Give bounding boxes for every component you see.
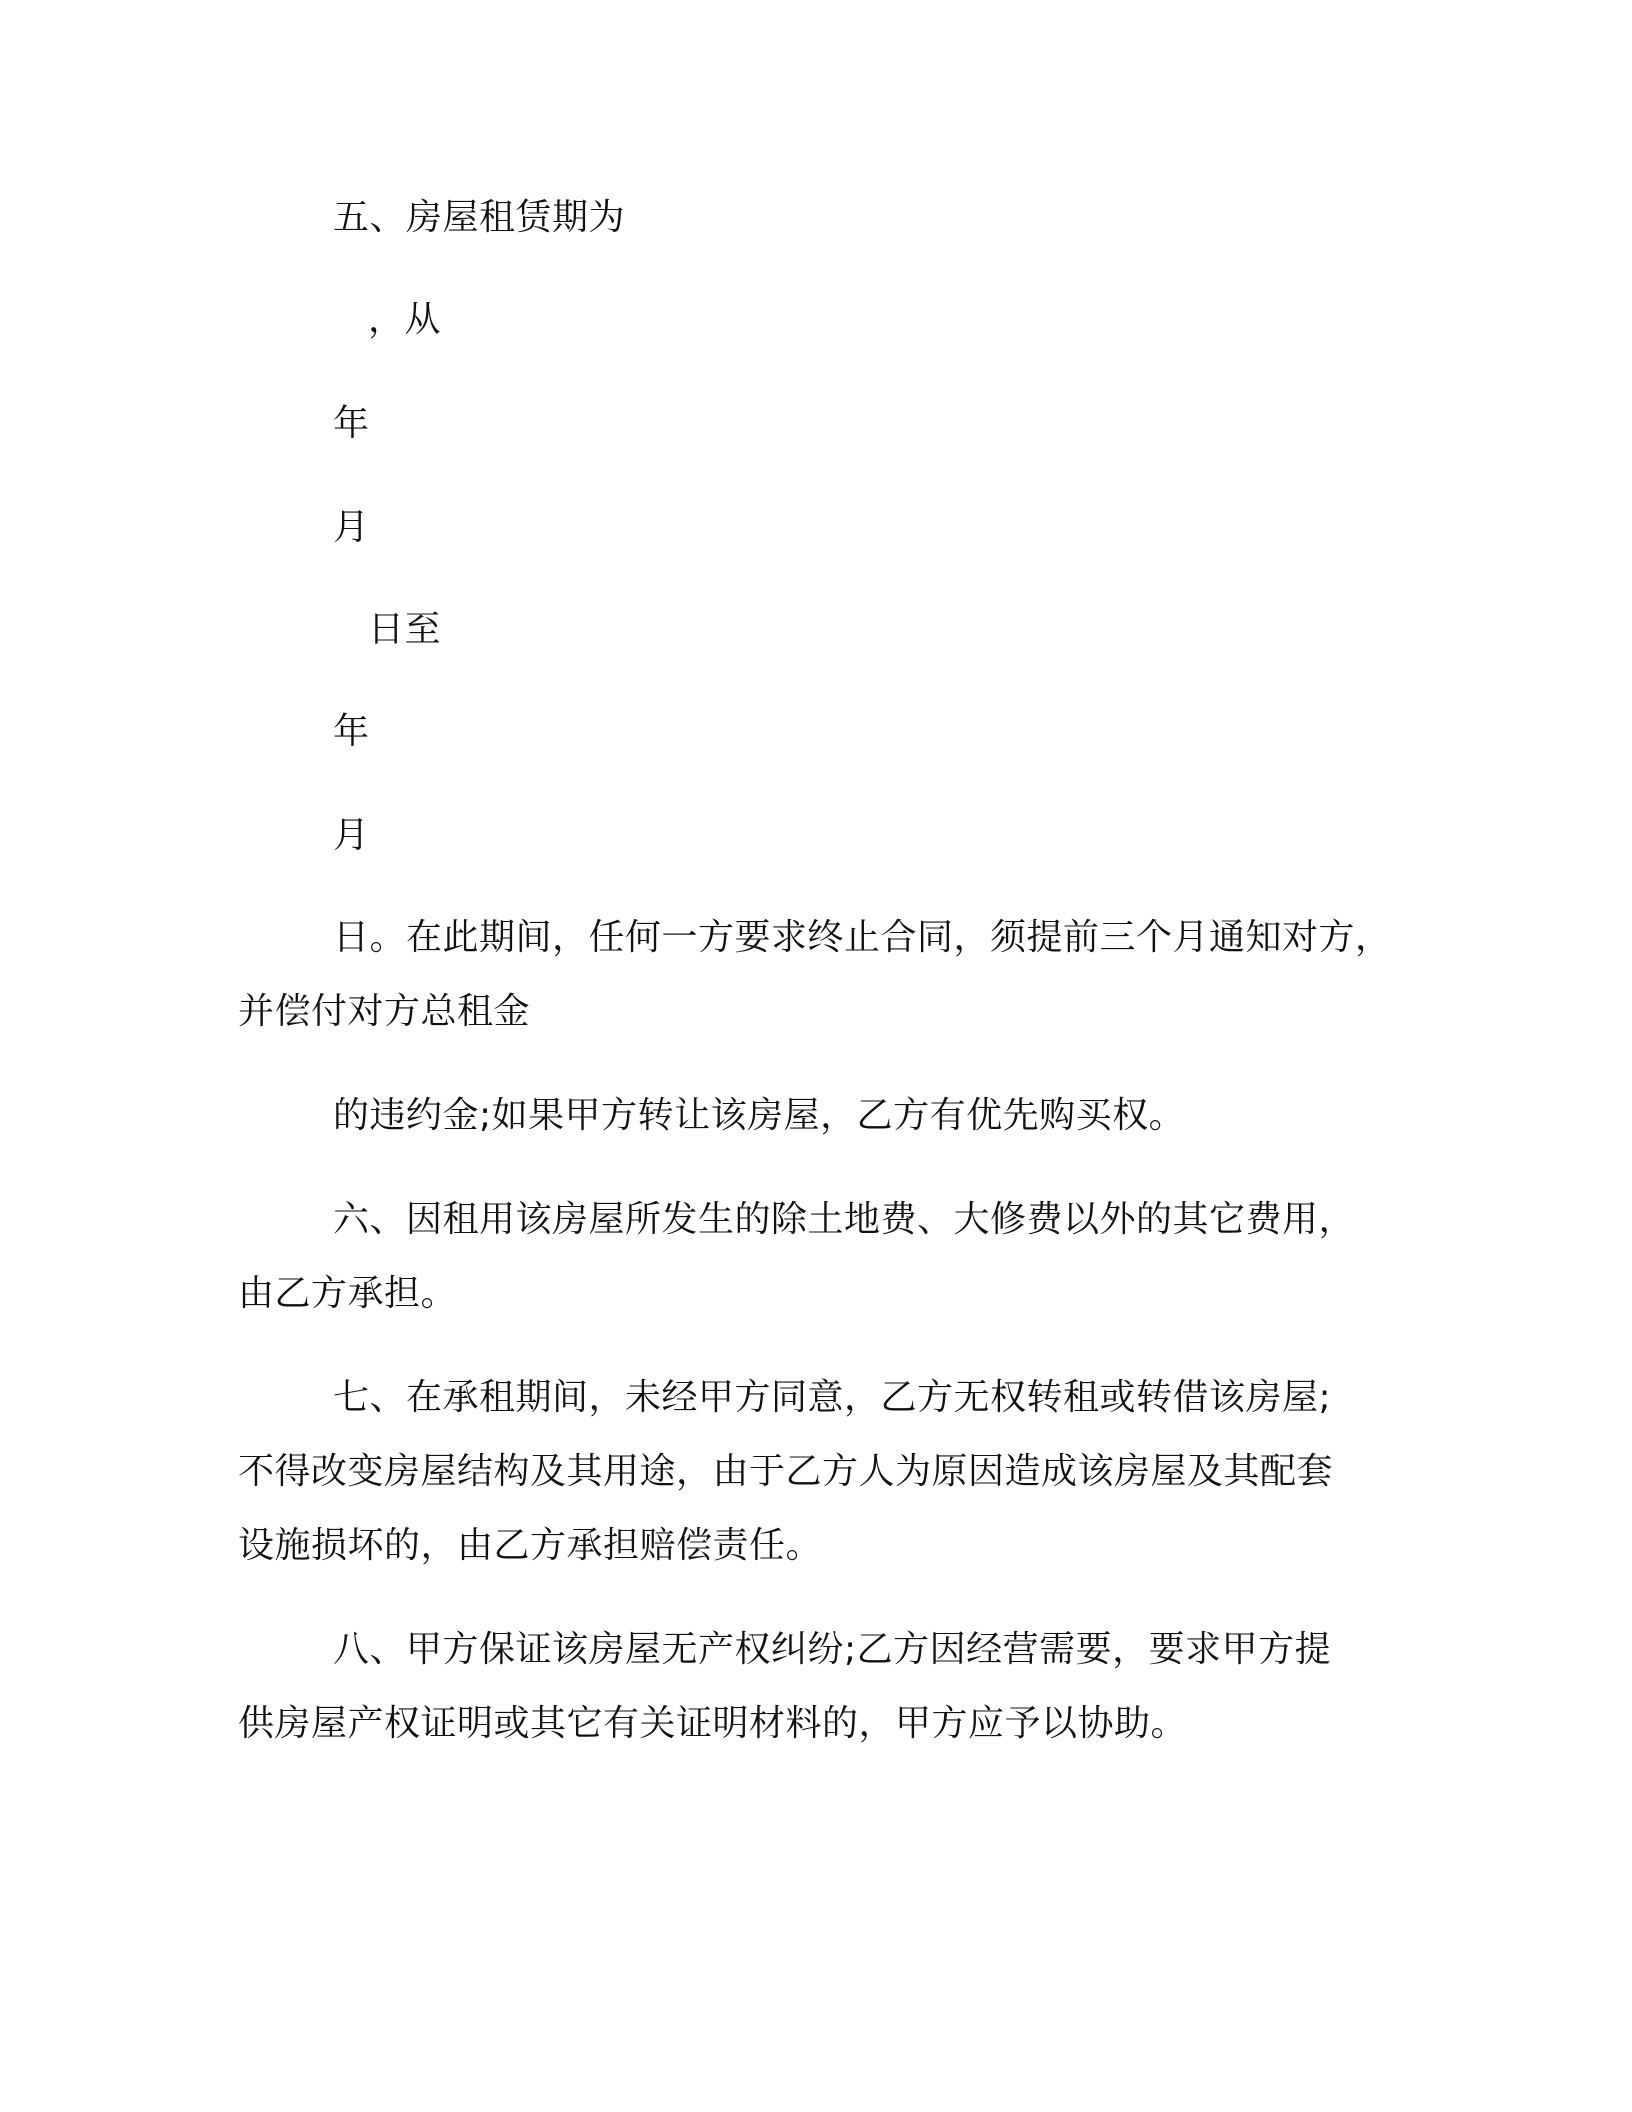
clause-8: 八、甲方保证该房屋无产权纠纷;乙方因经营需要，要求甲方提 (333, 1629, 1332, 1670)
clause-5-heading: 五、房屋租赁期为 (333, 197, 626, 238)
text-line: 月 (333, 815, 370, 856)
text-line: 日。在此期间，任何一方要求终止合同，须提前三个月通知对方， (333, 917, 1392, 958)
text-line: 日至 (368, 609, 442, 650)
clause-7: 七、在承租期间，未经甲方同意，乙方无权转租或转借该房屋; (333, 1377, 1332, 1418)
clause-6: 六、因租用该房屋所发生的除土地费、大修费以外的其它费用， (333, 1199, 1356, 1240)
text-line: 设施损坏的，由乙方承担赔偿责任。 (238, 1525, 823, 1566)
text-line: ，从 (368, 299, 442, 340)
text-line: 月 (333, 507, 370, 548)
text-line: 不得改变房屋结构及其用途，由于乙方人为原因造成该房屋及其配套 (238, 1451, 1334, 1492)
text-line: 年 (333, 711, 370, 752)
text-line: 由乙方承担。 (238, 1273, 458, 1314)
text-line: 的违约金;如果甲方转让该房屋，乙方有优先购买权。 (333, 1095, 1186, 1136)
text-line: 年 (333, 403, 370, 444)
text-line: 并偿付对方总租金 (238, 991, 531, 1032)
text-line: 供房屋产权证明或其它有关证明材料的，甲方应予以协助。 (238, 1703, 1188, 1744)
